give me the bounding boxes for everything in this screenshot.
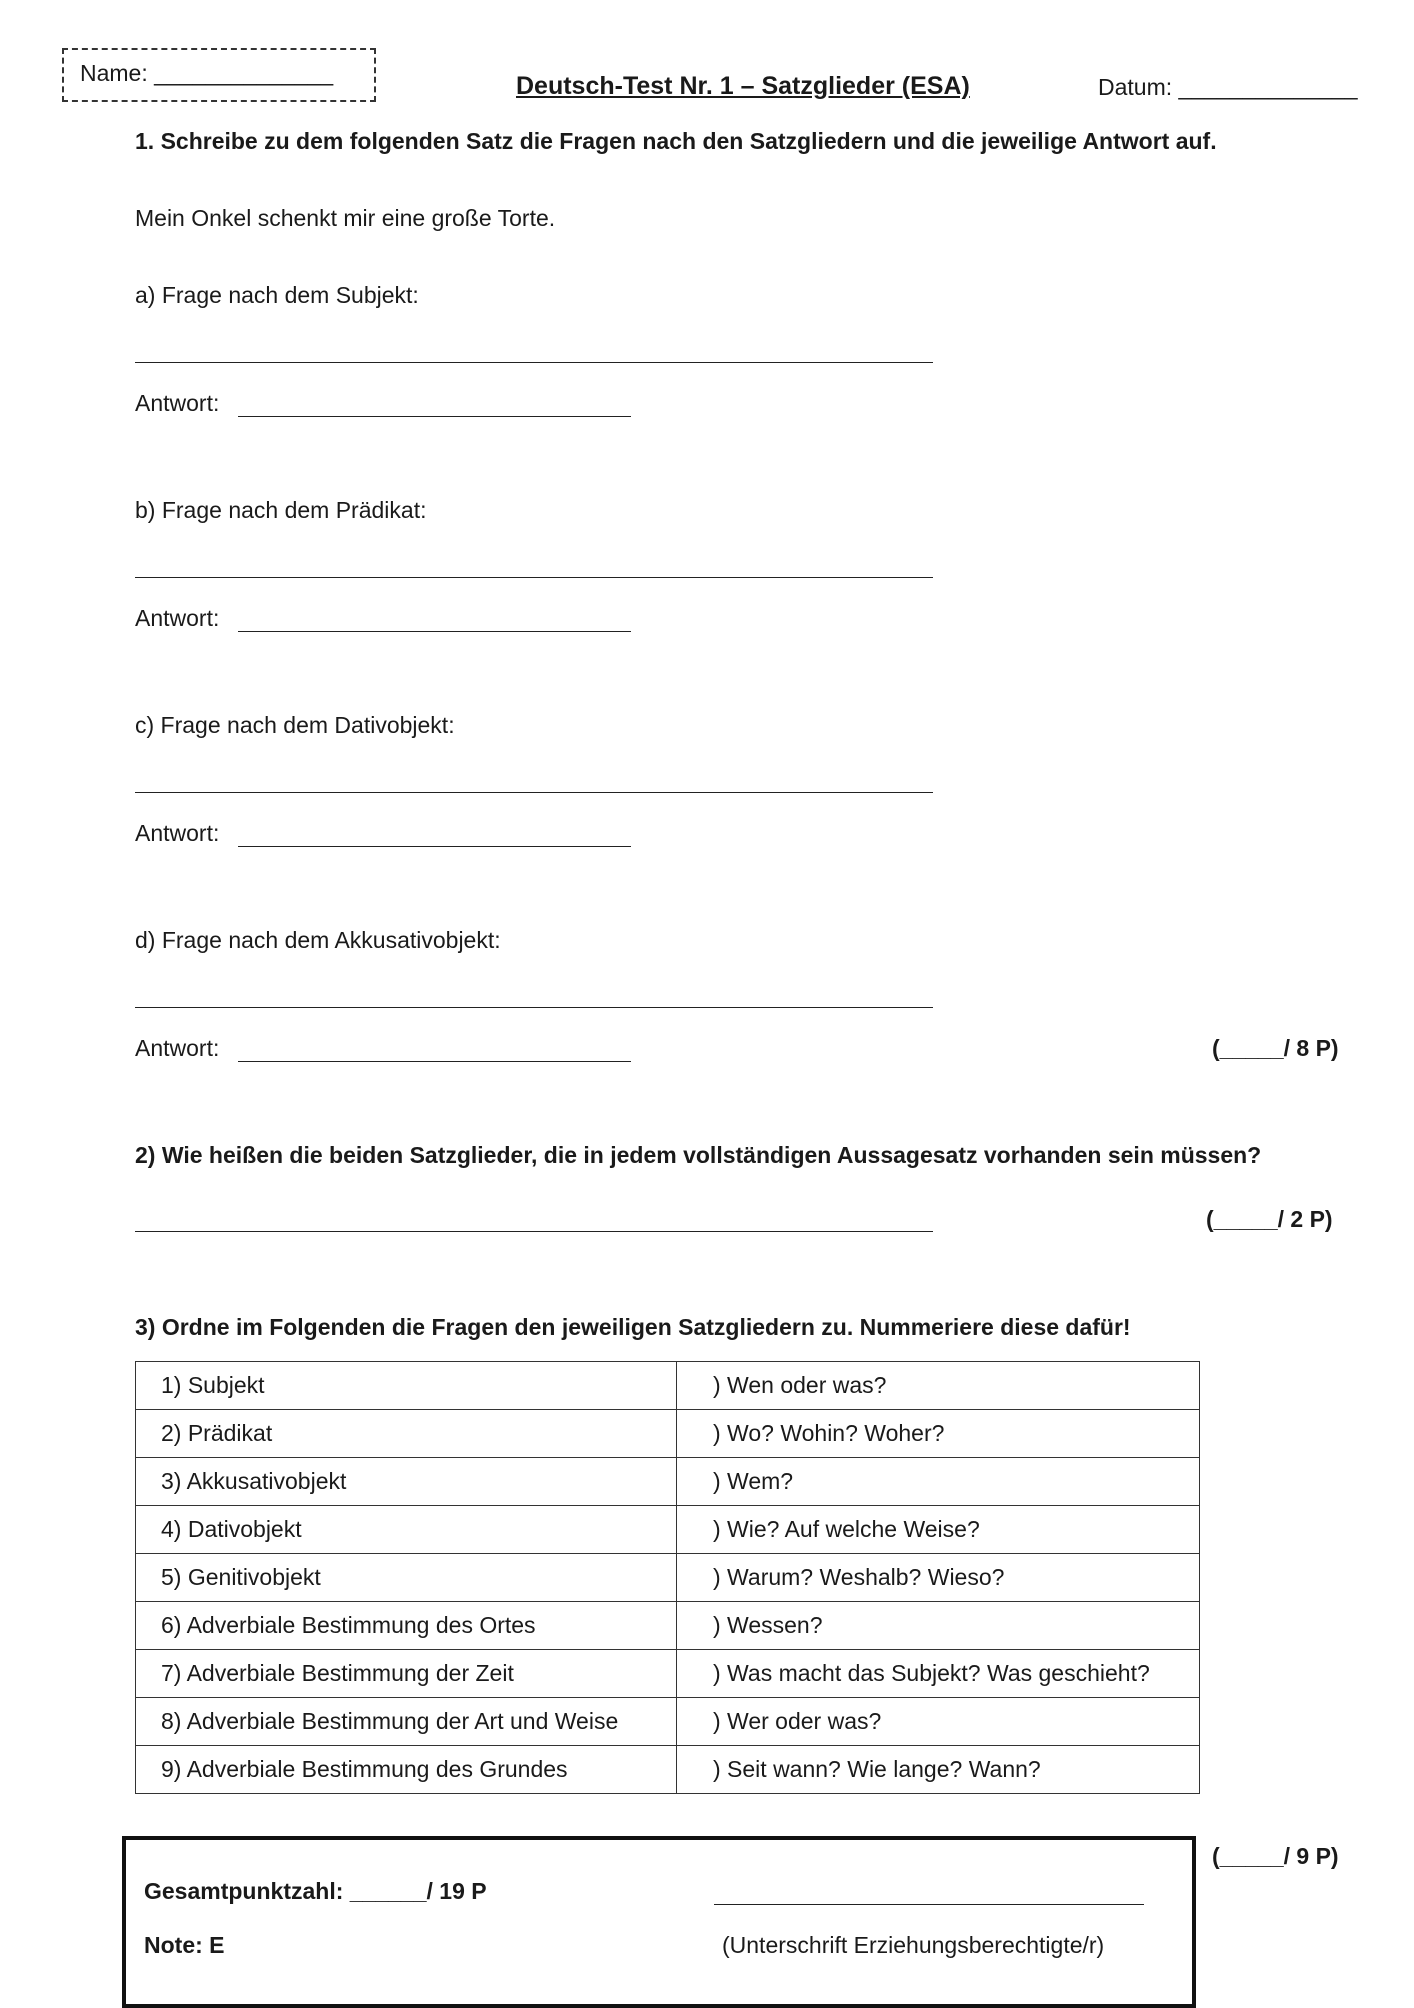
task1-part-c-question-line[interactable]: [135, 792, 933, 793]
task1-heading: 1. Schreibe zu dem folgenden Satz die Fragen nach den Satzgliedern und die jeweilige Antwort auf.: [135, 128, 1217, 154]
satzglied-cell: 9) Adverbiale Bestimmung des Grundes: [136, 1746, 677, 1794]
task1-part-c-answer-line[interactable]: [238, 846, 631, 847]
task2-answer-line[interactable]: [135, 1231, 933, 1232]
task1-part-c-answer-label: Antwort:: [135, 820, 220, 846]
task1-points: (_____/ 8 P): [1212, 1035, 1339, 1061]
task1-part-b-label: b) Frage nach dem Prädikat:: [135, 497, 427, 523]
question-cell[interactable]: ) Wessen?: [677, 1602, 1200, 1650]
satzglied-cell: 3) Akkusativobjekt: [136, 1458, 677, 1506]
task1-part-a-question-line[interactable]: [135, 362, 933, 363]
table-row: [136, 1362, 1200, 1410]
satzglied-cell: 7) Adverbiale Bestimmung der Zeit: [136, 1650, 677, 1698]
question-cell[interactable]: ) Wen oder was?: [677, 1362, 1200, 1410]
task3-heading: 3) Ordne im Folgenden die Fragen den jeweiligen Satzgliedern zu. Nummeriere diese dafür!: [135, 1314, 1131, 1340]
question-cell[interactable]: ) Warum? Weshalb? Wieso?: [677, 1554, 1200, 1602]
task1-sentence: Mein Onkel schenkt mir eine große Torte.: [135, 205, 556, 231]
task2-heading: 2) Wie heißen die beiden Satzglieder, die in jedem vollständigen Aussagesatz vorhanden sein müssen?: [135, 1142, 1262, 1168]
table-row: [136, 1410, 1200, 1458]
matching-table: [135, 1361, 1200, 1794]
name-label: Name: ______________: [80, 60, 334, 86]
question-cell[interactable]: ) Wer oder was?: [677, 1698, 1200, 1746]
grade-label: Note: E: [144, 1932, 225, 1958]
satzglied-cell: 8) Adverbiale Bestimmung der Art und Weise: [136, 1698, 677, 1746]
table-row: [136, 1506, 1200, 1554]
task1-part-a-label: a) Frage nach dem Subjekt:: [135, 282, 419, 308]
task1-part-b-question-line[interactable]: [135, 577, 933, 578]
task1-part-c-label: c) Frage nach dem Dativobjekt:: [135, 712, 455, 738]
date-field[interactable]: Datum: ______________: [1098, 74, 1358, 100]
total-score-box: [122, 1836, 1196, 2008]
table-row: [136, 1602, 1200, 1650]
satzglied-cell: 6) Adverbiale Bestimmung des Ortes: [136, 1602, 677, 1650]
task1-part-b-answer-label: Antwort:: [135, 605, 220, 631]
name-field[interactable]: [62, 48, 376, 102]
question-cell[interactable]: ) Wem?: [677, 1458, 1200, 1506]
total-score-label: Gesamtpunktzahl: ______/ 19 P: [144, 1878, 487, 1904]
task1-part-d-question-line[interactable]: [135, 1007, 933, 1008]
question-cell[interactable]: ) Seit wann? Wie lange? Wann?: [677, 1746, 1200, 1794]
signature-label: (Unterschrift Erziehungsberechtigte/r): [722, 1932, 1105, 1958]
question-cell[interactable]: ) Wo? Wohin? Woher?: [677, 1410, 1200, 1458]
satzglied-cell: 1) Subjekt: [136, 1362, 677, 1410]
question-cell[interactable]: ) Wie? Auf welche Weise?: [677, 1506, 1200, 1554]
table-row: [136, 1458, 1200, 1506]
signature-line[interactable]: [714, 1904, 1144, 1905]
table-row: [136, 1698, 1200, 1746]
task1-part-d-label: d) Frage nach dem Akkusativobjekt:: [135, 927, 501, 953]
task1-part-b-answer-line[interactable]: [238, 631, 631, 632]
task3-points: (_____/ 9 P): [1212, 1843, 1339, 1869]
task1-part-a-answer-line[interactable]: [238, 416, 631, 417]
table-row: [136, 1650, 1200, 1698]
task2-points: (_____/ 2 P): [1206, 1206, 1333, 1232]
satzglied-cell: 5) Genitivobjekt: [136, 1554, 677, 1602]
question-cell[interactable]: ) Was macht das Subjekt? Was geschieht?: [677, 1650, 1200, 1698]
task1-part-a-answer-label: Antwort:: [135, 390, 220, 416]
page-title: Deutsch-Test Nr. 1 – Satzglieder (ESA): [516, 72, 970, 100]
satzglied-cell: 4) Dativobjekt: [136, 1506, 677, 1554]
table-row: [136, 1554, 1200, 1602]
satzglied-cell: 2) Prädikat: [136, 1410, 677, 1458]
task1-part-d-answer-line[interactable]: [238, 1061, 631, 1062]
task1-part-d-answer-label: Antwort:: [135, 1035, 220, 1061]
table-row: [136, 1746, 1200, 1794]
